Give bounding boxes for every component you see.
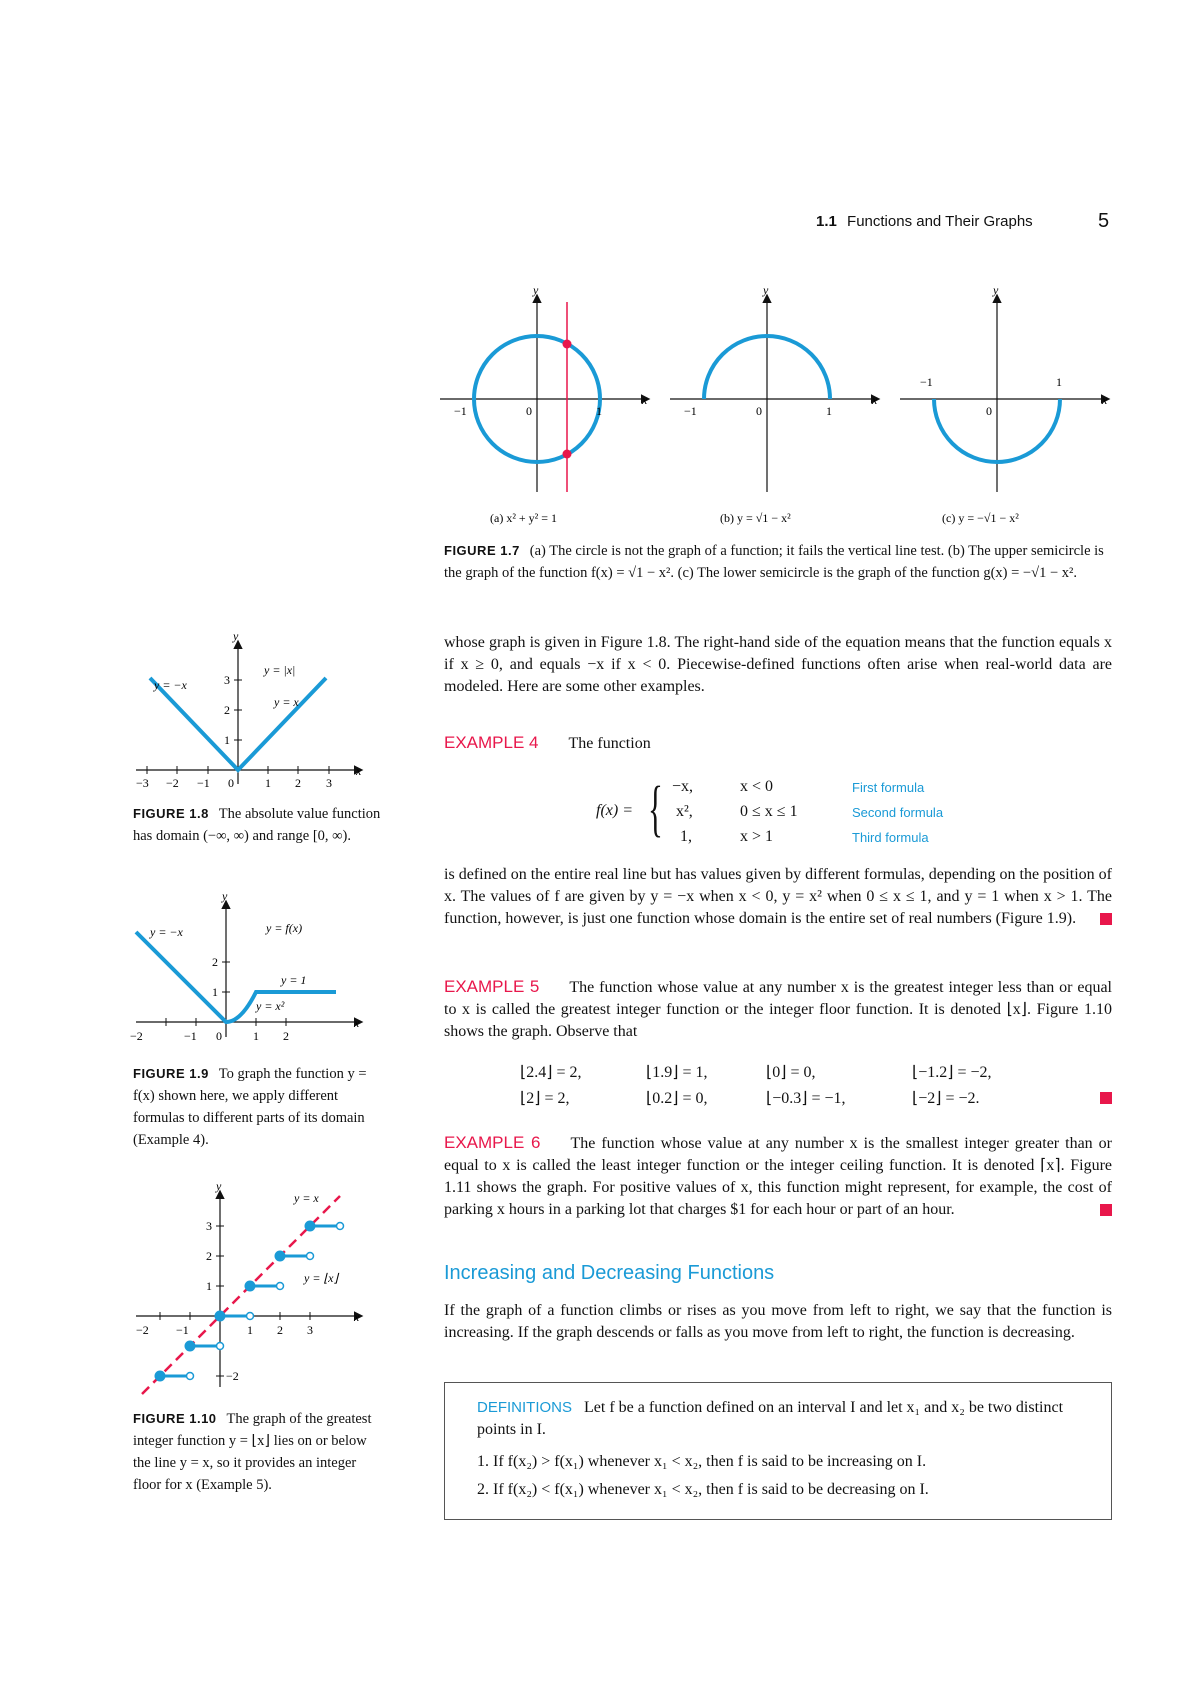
figure-label: FIGURE 1.9 [133,1066,209,1081]
end-of-example-marker [1100,1204,1112,1216]
label-x2: y = x² [256,999,285,1013]
page-number: 5 [1098,210,1110,232]
example-5-text [444,976,1112,1043]
x-label: x [356,764,362,778]
caption-c: (c) y = −√1 − x² [942,511,1019,525]
label-fx: y = f(x) [266,921,303,935]
pw-expr-2: x², [676,803,693,820]
tick-y-3: 3 [224,673,230,687]
section-heading: Increasing and Decreasing Functions [444,1262,775,1284]
tick-x: 2 [295,776,301,790]
figure-1-9 [126,892,376,1052]
caption-a: (a) x² + y² = 1 [490,511,558,525]
definitions-intro [477,1397,1097,1441]
figure-1-9-caption [133,1063,383,1151]
tick-x: 0 [228,776,234,790]
figure-label: FIGURE 1.10 [133,1411,217,1426]
intersection-point-top [563,340,572,349]
pw-expr-3: 1, [680,828,692,845]
pw-note-2: Second formula [852,805,944,820]
running-header [816,213,1033,230]
definitions-title: DEFINITIONS [477,1399,573,1416]
x-label: x [354,1016,360,1030]
figure-1-8-caption [133,803,383,847]
tick-x: 3 [326,776,332,790]
tick-x: −1 [184,1029,197,1043]
tick-y-1: 1 [224,733,230,747]
tick-x: 2 [277,1323,283,1337]
paragraph-intro: whose graph is given in Figure 1.8. The right-hand side of the equation means that the function equals x if x ≥ 0, and equals −x if x < 0. Piecewise-defined functions often arise when real-world data are modeled. Here are some other examples. [444,634,1112,695]
definition-2: 2. If f(x₂) < f(x₁) whenever x₁ < x₂, then f is said to be decreasing on I. [477,1481,929,1498]
floor-value: ⌊1.9⌋ = 1, [646,1064,708,1081]
example-intro: The function [568,735,651,752]
tick-y-1: 1 [212,985,218,999]
intersection-point-bottom [563,450,572,459]
figure-1-7c [900,283,1108,492]
x-label: x [642,393,648,407]
floor-value: ⌊−1.2⌋ = −2, [912,1064,992,1081]
floor-value: ⌊−0.3⌋ = −1, [766,1090,846,1107]
floor-value: ⌊0.2⌋ = 0, [646,1090,708,1107]
example-title: EXAMPLE 4 [444,733,539,752]
label-abs-x: y = |x| [264,663,296,677]
example-6-text [444,1132,1112,1221]
tick-neg1: −1 [920,375,933,389]
definitions-box [444,1382,1112,1520]
figure-text: The graph of the greatest integer function y = ⌊x⌋ lies on or below the line y = x, so it provides an integer floor for x (Example 5). [133,1411,372,1493]
floor-value: ⌊−2⌋ = −2. [912,1090,980,1107]
figure-1-7 [430,282,1120,532]
definition-1: 1. If f(x₂) > f(x₁) whenever x₁ < x₂, then f is said to be increasing on I. [477,1453,927,1470]
floor-value: ⌊0⌋ = 0, [766,1064,816,1081]
y-label: y [233,634,239,643]
example-4-body: is defined on the entire real line but has values given by different formulas, depending on the position of x. The values of f are given by y = −x when x < 0, y = x² when 0 ≤ x ≤ 1, and y = 1 when x > 1. The function, however, is just one function whose domain is the entire set of real numbers (Figure 1.9). [444,866,1112,927]
figure-1-7-caption [444,540,1112,584]
figure-label: FIGURE 1.8 [133,806,209,821]
figure-1-10 [126,1182,376,1402]
example-4-text [444,864,1112,930]
tick-x: 0 [216,1029,222,1043]
figure-text: (a) The circle is not the graph of a function; it fails the vertical line test. (b) The upper semicircle is the graph of the function f(x) = √1 − x². (c) The lower semicircle is the graph of the function g(x) = −√1 − x². [444,543,1104,581]
figure-text: To graph the function y = f(x) shown here, we apply different formulas to different parts of its domain (Example 4). [133,1066,367,1148]
label-one: y = 1 [281,973,307,987]
tick-y-1: 1 [206,1279,212,1293]
floor-steps [156,1222,344,1380]
tick-zero: 0 [756,404,762,418]
tick-neg1: −1 [454,404,467,418]
end-of-example-marker [1100,1092,1112,1104]
label-neg-x: y = −x [154,678,187,692]
tick-x: −3 [136,776,149,790]
figure-1-8 [126,634,376,794]
section-number: 1.1 [816,213,837,230]
tick-y-neg2: −2 [226,1369,239,1383]
tick-x: 1 [265,776,271,790]
tick-x: −1 [176,1323,189,1337]
pw-cond-1: x < 0 [740,778,774,795]
tick-x: 1 [253,1029,259,1043]
tick-zero: 0 [526,404,532,418]
x-label: x [354,1310,360,1324]
tick-zero: 0 [986,404,992,418]
tick-y-2: 2 [206,1249,212,1263]
tick-x: 2 [283,1029,289,1043]
pw-note-3: Third formula [852,830,929,845]
pw-cond-3: x > 1 [740,828,774,845]
floor-examples [520,1060,1120,1112]
brace: { [648,775,663,843]
example-5-body: The function whose value at any number x is the greatest integer less than or equal to x is called the greatest integer function or the integer floor function. It is denoted ⌊x⌋. Figure 1.10 shows the graph. Observe that [444,979,1112,1040]
pw-expr-1: −x, [672,778,694,795]
tick-one: 1 [826,404,832,418]
floor-value: ⌊2.4⌋ = 2, [520,1064,582,1081]
label-neg-x: y = −x [150,925,183,939]
example-title: EXAMPLE 5 [444,977,540,996]
tick-x: −1 [197,776,210,790]
definitions-intro-text: Let f be a function defined on an interval I and let x₁ and x₂ be two distinct points in I. [477,1399,1064,1438]
tick-one: 1 [596,404,602,418]
floor-value: ⌊2⌋ = 2, [520,1090,570,1107]
floor-row [520,1086,1120,1112]
figure-label: FIGURE 1.7 [444,543,520,558]
floor-row [520,1060,1120,1086]
figure-1-7a [440,283,648,492]
y-label: y [533,283,539,297]
tick-x: 3 [307,1323,313,1337]
figure-text: The absolute value function has domain (−∞, ∞) and range [0, ∞). [133,806,381,844]
piecewise-lhs: f(x) = [596,802,633,819]
tick-y-2: 2 [212,955,218,969]
figure-1-10-caption [133,1408,383,1496]
tick-x: −2 [136,1323,149,1337]
section-title: Functions and Their Graphs [847,213,1033,230]
tick-x: −2 [130,1029,143,1043]
tick-x: 1 [247,1323,253,1337]
tick-x: −2 [166,776,179,790]
caption-b: (b) y = √1 − x² [720,511,791,525]
tick-y-3: 3 [206,1219,212,1233]
figure-1-7b [670,283,878,492]
paragraph-increasing-decreasing: If the graph of a function climbs or rises as you move from left to right, we say that the function is increasing. If the graph descends or falls as you move from left to right, the function is decreasing. [444,1302,1112,1341]
y-label: y [763,283,769,297]
pw-cond-2: 0 ≤ x ≤ 1 [740,803,798,820]
piecewise-definition [596,776,1116,850]
pw-note-1: First formula [852,780,925,795]
end-of-example-marker [1100,913,1112,925]
y-label: y [993,283,999,297]
y-label: y [216,1182,222,1193]
y-label: y [222,892,228,903]
tick-neg1: −1 [684,404,697,418]
tick-y-2: 2 [224,703,230,717]
x-label: x [1102,393,1108,407]
example-6-body: The function whose value at any number x is the smallest integer greater than or equal to x is called the least integer function or the integer ceiling function. It is denoted ⌈x⌉. Figure 1.11 shows the graph. For positive values of x, this function might represent, for example, the cost of parking x hours in a parking lot that charges $1 for each hour or part of an hour. [444,1135,1112,1218]
x-label: x [872,393,878,407]
example-4-heading [444,732,1112,755]
label-floor: y = ⌊x⌋ [304,1271,339,1285]
label-yx: y = x [294,1191,319,1205]
example-title: EXAMPLE 6 [444,1133,541,1152]
tick-one: 1 [1056,375,1062,389]
label-pos-x: y = x [274,695,299,709]
